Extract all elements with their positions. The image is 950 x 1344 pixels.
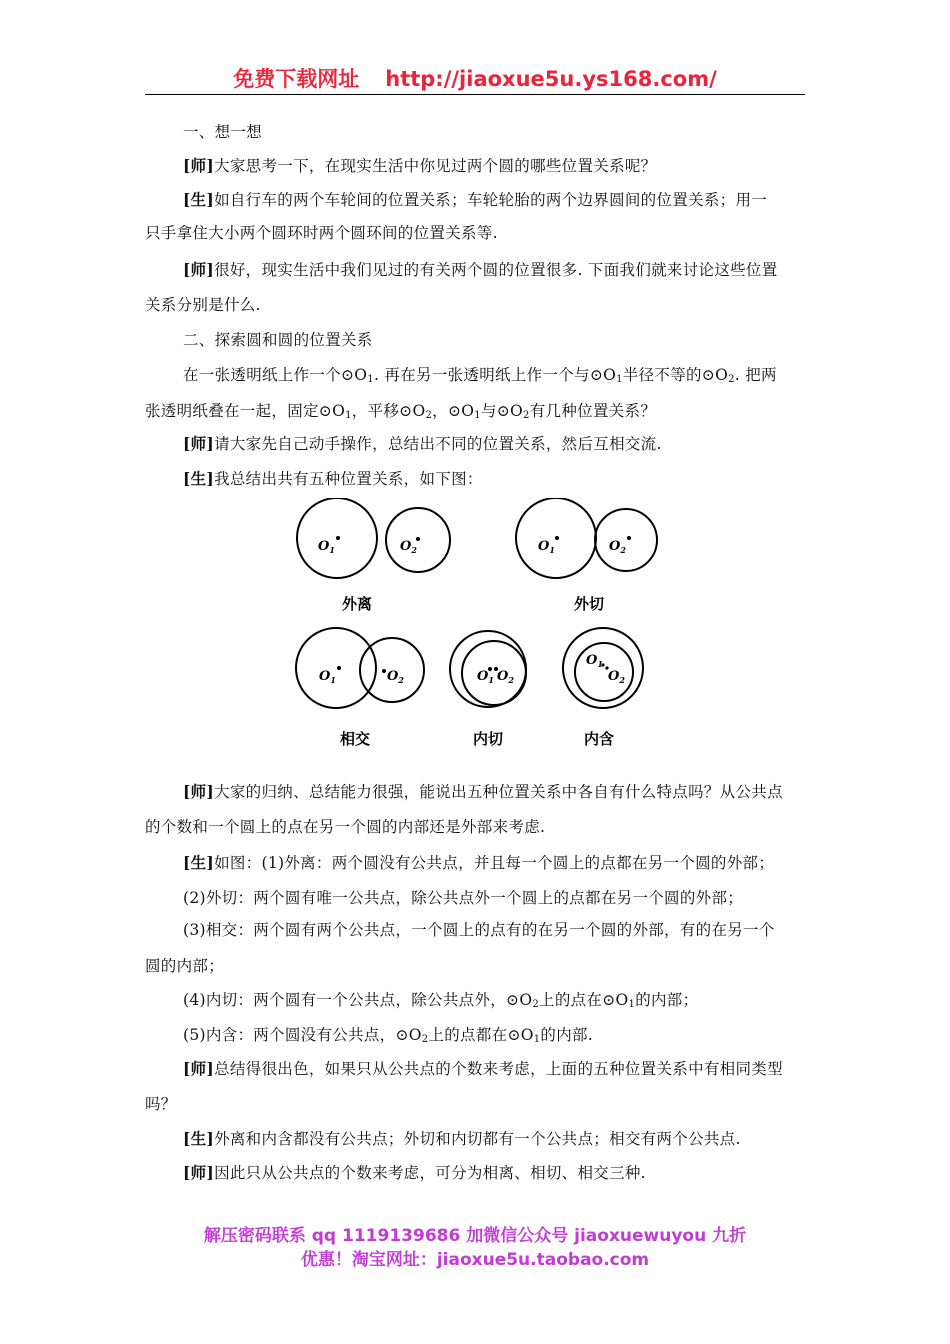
paragraph: [生]如自行车的两个车轮间的位置关系；车轮轮胎的两个边界圆间的位置关系；用一 bbox=[183, 190, 768, 209]
center-dot bbox=[627, 536, 631, 540]
center-dot bbox=[336, 536, 340, 540]
paragraph-continuation: 张透明纸叠在一起，固定$⊙O_1$，平移$⊙O_2$，$⊙O_1$与$⊙O_2$有几种位置关系？ bbox=[145, 402, 657, 421]
center-dot bbox=[416, 537, 420, 541]
footer-line-2: 优惠！淘宝网址：jiaoxue5u.taobao.com bbox=[300, 1250, 650, 1270]
center-label-o2: $O_2$ bbox=[608, 669, 625, 685]
center-dot bbox=[382, 669, 386, 673]
paragraph-continuation: 只手拿住大小两个圆环时两个圆环间的位置关系等. bbox=[145, 224, 498, 242]
paragraph: [生]外离和内含都没有公共点；外切和内切都有一个公共点；相交有两个公共点. bbox=[183, 1129, 741, 1148]
center-label-o1: $O_1$ bbox=[586, 653, 603, 669]
circle-o2-contain bbox=[575, 643, 633, 701]
center-label-o1: $O_1$ bbox=[318, 539, 335, 555]
paragraph-continuation: 圆的内部； bbox=[145, 957, 225, 975]
paragraph: [生]我总结出共有五种位置关系，如下图： bbox=[183, 469, 483, 488]
center-label-o1: $O_1$ bbox=[319, 669, 336, 685]
paragraph: [师]大家思考一下，在现实生活中你见过两个圆的哪些位置关系呢？ bbox=[183, 156, 657, 175]
section-heading-1: 一、想一想 bbox=[183, 123, 263, 141]
paragraph: [师]因此只从公共点的个数来考虑，可分为相离、相切、相交三种. bbox=[183, 1163, 646, 1182]
header-title: 免费下载网址 bbox=[233, 67, 360, 91]
center-label-o2: $O_2$ bbox=[497, 669, 514, 685]
paragraph-continuation: 关系分别是什么. bbox=[145, 296, 261, 314]
caption-separate: 外离 bbox=[342, 595, 373, 613]
center-label-o2: $O_2$ bbox=[387, 669, 404, 685]
caption-intersect: 相交 bbox=[340, 730, 371, 748]
paragraph: [生]如图：(1)外离：两个圆没有公共点，并且每一个圆上的点都在另一个圆的外部； bbox=[183, 853, 775, 872]
center-label-o2: $O_2$ bbox=[609, 539, 626, 555]
paragraph: (5)内含：两个圆没有公共点，$⊙O_2$上的点都在$⊙O_1$的内部. bbox=[183, 1026, 594, 1045]
section-heading-2: 二、探索圆和圆的位置关系 bbox=[183, 331, 373, 349]
paragraph-continuation: 的个数和一个圆上的点在另一个圆的内部还是外部来考虑. bbox=[145, 818, 546, 836]
paragraph: (2)外切：两个圆有唯一公共点，除公共点外一个圆上的点都在另一个圆的外部； bbox=[183, 889, 744, 907]
center-dot bbox=[488, 667, 492, 671]
center-label-o2: $O_2$ bbox=[400, 539, 417, 555]
circle-o1-intersect bbox=[296, 628, 376, 708]
paragraph: (3)相交：两个圆有两个公共点，一个圆上的点有的在另一个圆的外部，有的在另一个 bbox=[183, 921, 775, 939]
caption-contain: 内含 bbox=[584, 730, 615, 748]
center-label-o1: $O_1$ bbox=[538, 539, 555, 555]
center-label-o1: $O_1$ bbox=[477, 669, 494, 685]
header-url[interactable]: http://jiaoxue5u.ys168.com/ bbox=[385, 67, 717, 91]
circle-o2-ext-tangent bbox=[595, 509, 657, 571]
page-header bbox=[145, 66, 805, 95]
center-dot bbox=[555, 536, 559, 540]
circle-positions-figure bbox=[290, 498, 670, 758]
paragraph-continuation: 吗？ bbox=[145, 1095, 177, 1113]
paragraph: (4)内切：两个圆有一个公共点，除公共点外，$⊙O_2$上的点在$⊙O_1$的内部； bbox=[183, 991, 699, 1010]
paragraph: 在一张透明纸上作一个$⊙O_1$. 再在另一张透明纸上作一个与$⊙O_1$半径不等的$⊙O_2$. 把两 bbox=[183, 366, 777, 385]
paragraph: [师]大家的归纳、总结能力很强，能说出五种位置关系中各自有什么特点吗？从公共点 bbox=[183, 782, 783, 801]
caption-ext-tangent: 外切 bbox=[574, 595, 605, 613]
paragraph: [师]很好，现实生活中我们见过的有关两个圆的位置很多. 下面我们就来讨论这些位置 bbox=[183, 260, 778, 279]
caption-int-tangent: 内切 bbox=[473, 730, 504, 748]
footer-line-1: 解压密码联系 qq 1119139686 加微信公众号 jiaoxuewuyou 九折 bbox=[203, 1226, 747, 1246]
circle-o2-int-tangent bbox=[462, 641, 526, 705]
center-dot bbox=[337, 666, 341, 670]
paragraph: [师]请大家先自己动手操作，总结出不同的位置关系，然后互相交流. bbox=[183, 434, 662, 453]
paragraph: [师]总结得很出色，如果只从公共点的个数来考虑，上面的五种位置关系中有相同类型 bbox=[183, 1059, 783, 1078]
